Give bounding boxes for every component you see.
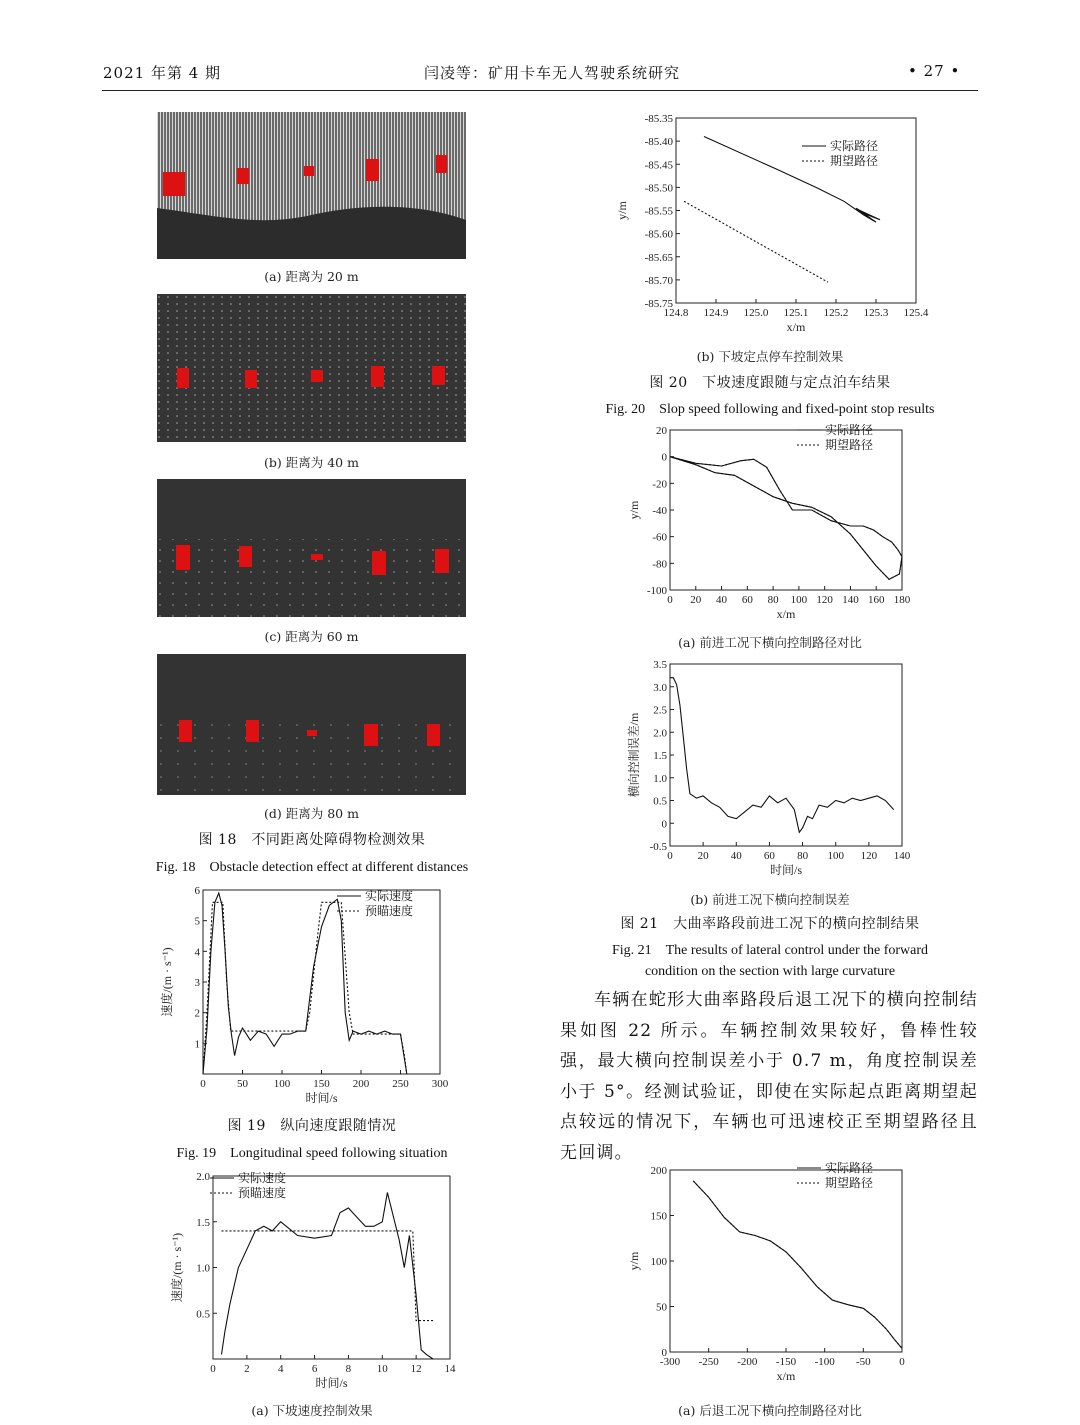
y-axis-label: 速度/(m · s⁻¹) [160,947,174,1017]
obstacle-box [366,159,379,181]
y-axis-label: 速度/(m · s⁻¹) [170,1232,184,1303]
y-tick-label: 3 [194,977,200,989]
lidar-image-60m [157,479,466,617]
legend-label: 预瞄速度 [365,904,414,918]
obstacle-box [372,551,386,575]
x-tick-label: 0 [667,594,673,606]
y-tick-label: -85.65 [644,251,673,264]
x-tick-label: 125.4 [903,307,929,319]
fig18a-caption: (a) 距离为 20 m [264,269,359,284]
x-tick-label: 125.0 [743,307,769,319]
x-tick-label: 180 [893,594,911,606]
x-tick-label: 4 [277,1363,284,1375]
x-tick-label: 2 [244,1363,250,1375]
x-tick-label: 10 [376,1363,388,1375]
x-axis-label: x/m [786,320,806,334]
y-tick-label: 0 [661,818,667,831]
running-title: 闫凌等：矿用卡车无人驾驶系统研究 [424,64,681,82]
x-axis-label: 时间/s [305,1091,338,1105]
legend-label: 实际速度 [365,889,414,903]
fig21-title-en-1: Fig. 21 The results of lateral control under the forward [611,943,929,958]
series-line [670,457,902,580]
obstacle-box [364,724,378,746]
y-tick-label: 2.5 [653,704,667,717]
x-tick-label: 120 [860,850,878,862]
x-tick-label: 14 [444,1363,456,1375]
series-line [222,1231,434,1321]
obstacle-box [311,370,323,382]
y-tick-label: 4 [194,946,200,959]
fig18d-caption: (d) 距离为 80 m [264,806,359,821]
y-tick-label: -60 [652,531,667,544]
obstacle-box [311,554,323,560]
y-tick-label: 0.5 [196,1308,210,1321]
fig21-title-en-2: condition on the section with large curvature [644,964,896,979]
header-rule [102,90,978,91]
x-tick-label: 80 [797,850,809,862]
y-tick-label: 2.0 [653,727,667,740]
y-tick-label: -85.45 [644,159,673,172]
obstacle-box [237,168,249,184]
fig20b-caption: (b) 下坡定点停车控制效果 [696,349,844,364]
fig21b-caption: (b) 前进工况下横向控制误差 [690,892,850,907]
y-tick-label: 20 [656,425,667,437]
x-tick-label: 100 [790,594,808,606]
legend-label: 实际路径 [825,1161,874,1175]
lidar-image-20m [157,112,466,259]
x-tick-label: 140 [842,594,859,606]
series-line [670,678,894,833]
x-tick-label: 100 [827,850,844,862]
x-tick-label: 6 [311,1363,318,1375]
fig19-title-cn: 图 19 纵向速度跟随情况 [227,1118,397,1134]
x-tick-label: -100 [814,1356,835,1368]
obstacle-box [304,166,314,176]
plot-frame [670,664,902,846]
y-axis-label: y/m [627,1251,641,1271]
x-tick-label: 150 [313,1078,330,1090]
series-line [684,201,828,282]
obstacle-box [239,546,252,567]
fig21-title-cn: 图 21 大曲率路段前进工况下的横向控制结果 [620,916,920,932]
legend-label: 期望路径 [825,438,874,452]
y-axis-label: y/m [615,201,629,220]
x-tick-label: 12 [410,1363,422,1375]
plot-frame [670,430,902,590]
y-tick-label: -85.55 [644,205,673,218]
y-tick-label: 150 [650,1210,667,1223]
page-number: • 27 • [908,62,961,80]
fig19-title-en: Fig. 19 Longitudinal speed following situation [176,1146,448,1161]
fig21a-caption: (a) 前进工况下横向控制路径对比 [678,635,862,650]
y-tick-label: -85.70 [644,274,673,287]
y-tick-label: -85.50 [644,182,673,195]
obstacle-box [371,366,384,387]
x-tick-label: 124.8 [663,307,689,319]
plot-frame [676,118,916,303]
obstacle-box [245,370,257,388]
x-tick-label: -150 [775,1356,797,1368]
x-tick-label: 300 [431,1078,449,1090]
x-tick-label: 0 [200,1078,206,1090]
fig18c-caption: (c) 距离为 60 m [264,629,359,644]
y-axis-label: 横向控制误差/m [627,712,641,798]
x-tick-label: 0 [899,1356,905,1368]
y-tick-label: 1.5 [653,750,667,762]
body-paragraph: 车辆在蛇形大曲率路段后退工况下的横向控制结果如图 22 所示。车辆控制效果较好，鲁棒性较强，最大横向控制误差小于 0.7 m，角度控制误差小于 5°。经测试验证，即使在实际起点距离期望起点较远的情况下，车辆也可迅速校正至期望路径且无回调。 [560,990,978,1163]
x-tick-label: 125.1 [783,307,809,319]
fig20-title-en: Fig. 20 Slop speed following and fixed-point stop results [605,402,935,417]
obstacle-box [432,366,445,385]
y-tick-label: -0.5 [649,841,667,853]
y-tick-label: -40 [652,505,667,517]
obstacle-box [179,720,192,742]
x-tick-label: 125.3 [863,307,889,319]
x-tick-label: 80 [767,594,779,606]
series-line [693,1181,902,1349]
y-tick-label: 2.0 [196,1171,210,1183]
obstacle-box [307,730,317,736]
y-tick-label: 50 [656,1301,667,1314]
x-tick-label: 60 [763,850,775,862]
x-tick-label: 120 [816,594,833,606]
fig19-chart [160,882,465,1110]
x-tick-label: 0 [210,1363,216,1375]
x-tick-label: 8 [345,1363,352,1375]
obstacle-box [177,368,189,388]
y-axis-label: y/m [627,500,641,520]
x-tick-label: 200 [352,1078,370,1090]
x-tick-label: 20 [697,850,709,862]
fig22a-chart [610,1160,930,1390]
x-tick-label: 40 [716,594,728,606]
y-tick-label: 3.5 [653,659,667,671]
x-tick-label: -50 [855,1356,871,1368]
y-tick-label: -100 [646,585,667,597]
x-tick-label: 124.9 [703,307,729,319]
y-tick-label: 0.5 [653,795,667,808]
series-line [222,1193,434,1360]
lidar-image-40m [157,294,466,442]
x-tick-label: 140 [893,850,911,862]
series-line [670,457,902,580]
obstacle-box [435,549,449,573]
fig20a-chart [168,1166,468,1392]
legend-label: 期望路径 [830,154,879,168]
y-tick-label: 200 [650,1165,667,1177]
y-tick-label: -85.60 [644,228,673,241]
journal-issue: 2021 年第 4 期 [103,64,222,82]
x-axis-label: 时间/s [769,863,803,877]
y-tick-label: -80 [652,558,667,571]
obstacle-box [436,155,447,173]
fig18-title-en: Fig. 18 Obstacle detection effect at different distances [155,860,469,875]
y-tick-label: 1 [194,1038,200,1051]
obstacle-box [427,724,440,746]
legend-label: 预瞄速度 [238,1186,287,1200]
y-tick-label: 1.0 [653,772,667,785]
x-tick-label: 40 [730,850,742,862]
x-tick-label: 20 [690,594,702,606]
y-tick-label: 5 [194,915,200,928]
y-tick-label: 6 [194,885,200,897]
lidar-image-80m [157,654,466,795]
obstacle-box [163,172,185,196]
y-tick-label: 1.5 [196,1216,210,1229]
y-tick-label: 100 [650,1256,667,1268]
legend-label: 实际路径 [830,139,879,153]
lidar-panel-80m [157,654,466,795]
lidar-panel-40m [157,294,466,442]
plot-frame [213,1176,450,1359]
plot-frame [670,1170,902,1352]
x-tick-label: -300 [659,1356,681,1368]
x-tick-label: -200 [737,1356,758,1368]
y-tick-label: 1.0 [196,1262,210,1275]
x-tick-label: 50 [237,1078,248,1090]
fig20-title-cn: 图 20 下坡速度跟随与定点泊车结果 [649,375,891,391]
fig21b-chart [610,656,930,884]
y-tick-label: -85.75 [644,298,673,310]
fig22a-caption: (a) 后退工况下横向控制路径对比 [678,1403,862,1418]
series-line [203,893,407,1074]
y-tick-label: 0 [661,451,667,464]
lidar-panel-60m [157,479,466,617]
x-tick-label: 100 [273,1078,291,1090]
legend-label: 实际路径 [825,423,874,437]
y-tick-label: 2 [194,1007,200,1020]
y-tick-label: -20 [652,478,667,491]
obstacle-box [176,545,190,570]
x-tick-label: 160 [867,594,885,606]
fig20a-caption: (a) 下坡速度控制效果 [251,1403,373,1418]
x-axis-label: 时间/s [315,1376,348,1390]
fig20b-chart [600,110,930,340]
x-tick-label: 60 [741,594,753,606]
obstacle-box [246,720,259,742]
fig18b-caption: (b) 距离为 40 m [264,455,359,470]
y-tick-label: 3.0 [653,681,667,694]
x-tick-label: 250 [392,1078,409,1090]
y-tick-label: 0 [661,1347,667,1359]
fig21a-chart [610,420,930,628]
lidar-panel-20m [157,112,466,259]
x-axis-label: x/m [776,1369,796,1383]
x-axis-label: x/m [776,607,796,621]
x-tick-label: 125.2 [823,307,849,319]
legend-label: 实际速度 [238,1171,287,1185]
y-tick-label: -85.35 [644,113,673,125]
fig18-title-cn: 图 18 不同距离处障碍物检测效果 [198,832,426,848]
y-tick-label: -85.40 [644,136,673,149]
legend-label: 期望路径 [825,1176,874,1190]
x-tick-label: -250 [698,1356,719,1368]
x-tick-label: 0 [667,850,673,862]
